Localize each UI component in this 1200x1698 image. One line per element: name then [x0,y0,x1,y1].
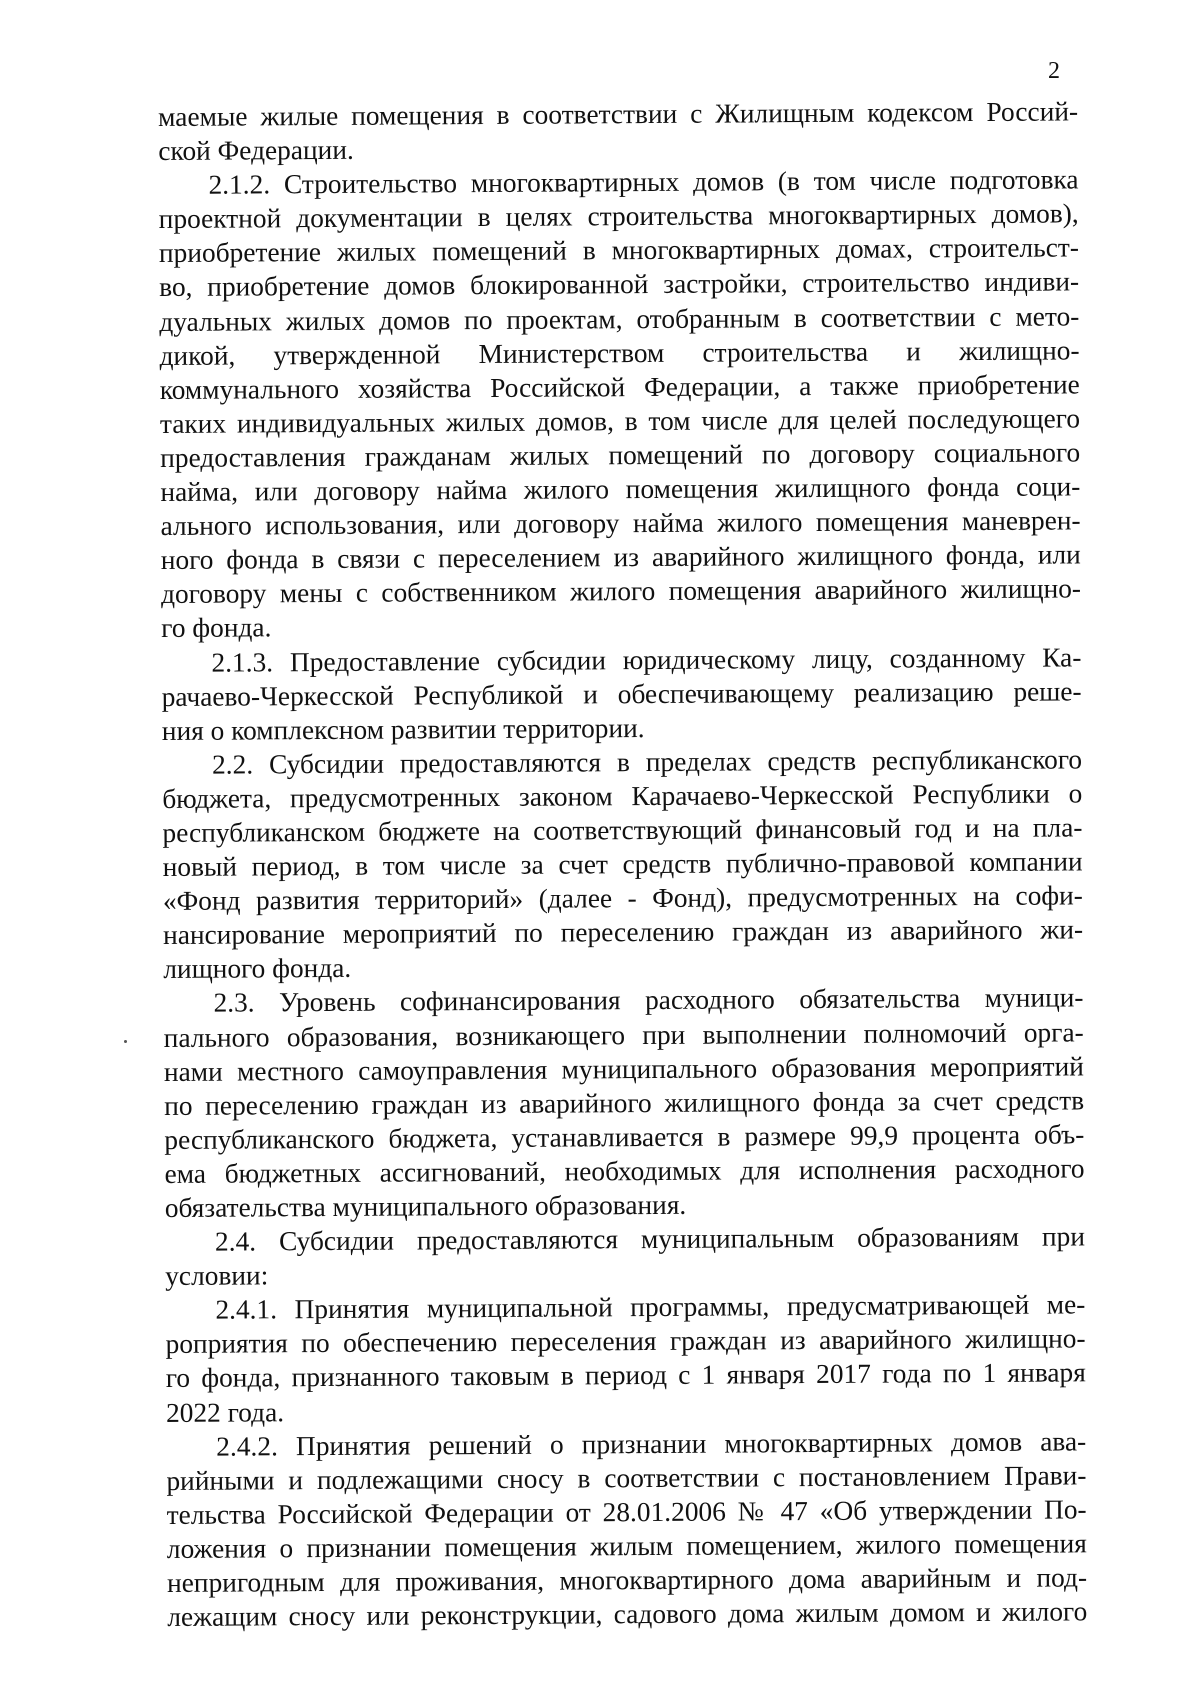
text-line: маемые жилые помещения в соответствии с Жилищным кодексом Россий- [158,96,1079,132]
text-line: 2.4.1. Принятия муниципальной программы, предусматривающей ме- [215,1289,1086,1325]
text-line: ния о комплексном развитии территории. [161,712,645,746]
text-line: договору мены с собственником жилого помещения аварийного жилищно- [160,573,1082,610]
text-line: по переселению граждан из аварийного жилищного фонда за счет средств [164,1085,1085,1121]
text-line: ема бюджетных ассигнований, необходимых для исполнения расходного [164,1153,1085,1189]
text-line: го фонда. [161,612,272,644]
scan-speck [124,1040,127,1043]
text-line: таких индивидуальных жилых домов, в том числе для целей последующего [159,403,1081,439]
text-line: нансирование мероприятий по переселению граждан из аварийного жи- [163,914,1084,951]
text-line: 2.4. Субсидии предоставляются муниципальным образованиям при [214,1221,1086,1257]
text-line: республиканского бюджета, устанавливается в размере 99,9 процента объ- [164,1119,1085,1155]
text-line: ложения о признании помещения жилым помещением, жилого помещения [166,1528,1087,1564]
text-line: непригодным для проживания, многоквартирного дома аварийным и под- [166,1562,1088,1599]
text-line: найма, или договору найма жилого помещения жилищного фонда соци- [160,471,1081,508]
text-line: 2.1.3. Предоставление субсидии юридическому лицу, созданному Ка- [211,641,1082,678]
document-body [158,94,1087,1634]
text-line: роприятия по обеспечению переселения граждан из аварийного жилищно- [165,1323,1086,1360]
text-line: 2.1.2. Строительство многоквартирных домов (в том числе подготовка [208,164,1079,200]
text-line: рийными и подлежащими сносу в соответствии с постановлением Прави- [166,1460,1087,1496]
text-line: коммунального хозяйства Российской Федерации, а также приобретение [159,369,1080,405]
text-line: во, приобретение домов блокированной застройки, строительство индиви- [159,266,1080,303]
text-line: проектной документации в целях строительства многоквартирных домов), [158,198,1079,235]
text-line: дикой, утвержденной Министерством строительства и жилищно- [159,335,1080,371]
page-number: 2 [1048,58,1060,84]
text-line: лежащим сносу или реконструкции, садового дома жилым домом и жилого [167,1596,1088,1633]
text-line: го фонда, признанного таковым в период с 1 января 2017 года по 1 января [165,1357,1086,1394]
text-line: дуальных жилых домов по проектам, отобранным в соответствии с мето- [159,300,1080,337]
text-line: 2.4.2. Принятия решений о признании многоквартирных домов ава- [216,1426,1087,1462]
text-line: ного фонда в связи с переселением из аварийного жилищного фонда, или [160,539,1081,576]
text-line: ального использования, или договору найма жилого помещения маневрен- [160,505,1081,542]
text-line: нами местного самоуправления муниципального образования мероприятий [163,1050,1085,1087]
text-line: ской Федерации. [158,134,354,167]
text-line: 2022 года. [165,1396,285,1428]
text-line: «Фонд развития территорий» (далее - Фонд), предусмотренных на софи- [162,880,1083,917]
text-line: предоставления гражданам жилых помещений по договору социального [160,437,1081,473]
text-line: 2.2. Субсидии предоставляются в пределах средств республиканского [211,744,1083,780]
text-line: республиканском бюджете на соответствующий финансовый год и на пла- [162,812,1083,848]
text-line: пального образования, возникающего при выполнении полномочий орга- [163,1016,1084,1053]
text-line: бюджета, предусмотренных законом Карачаево-Черкесской Республики о [162,778,1083,814]
text-line: тельства Российской Федерации от 28.01.2006 № 47 «Об утверждении По- [166,1494,1087,1530]
text-line: приобретение жилых помещений в многоквартирных домах, строительст- [158,232,1080,269]
text-line: новый период, в том числе за счет средств публично-правовой компании [162,846,1083,883]
text-line: лищного фонда. [163,953,352,985]
text-line: условии: [165,1260,269,1292]
text-line: рачаево-Черкесской Республикой и обеспечивающему реализацию реше- [161,675,1082,712]
text-line: обязательства муниципального образования. [164,1189,687,1223]
text-line: 2.3. Уровень софинансирования расходного обязательства муници- [213,982,1084,1019]
